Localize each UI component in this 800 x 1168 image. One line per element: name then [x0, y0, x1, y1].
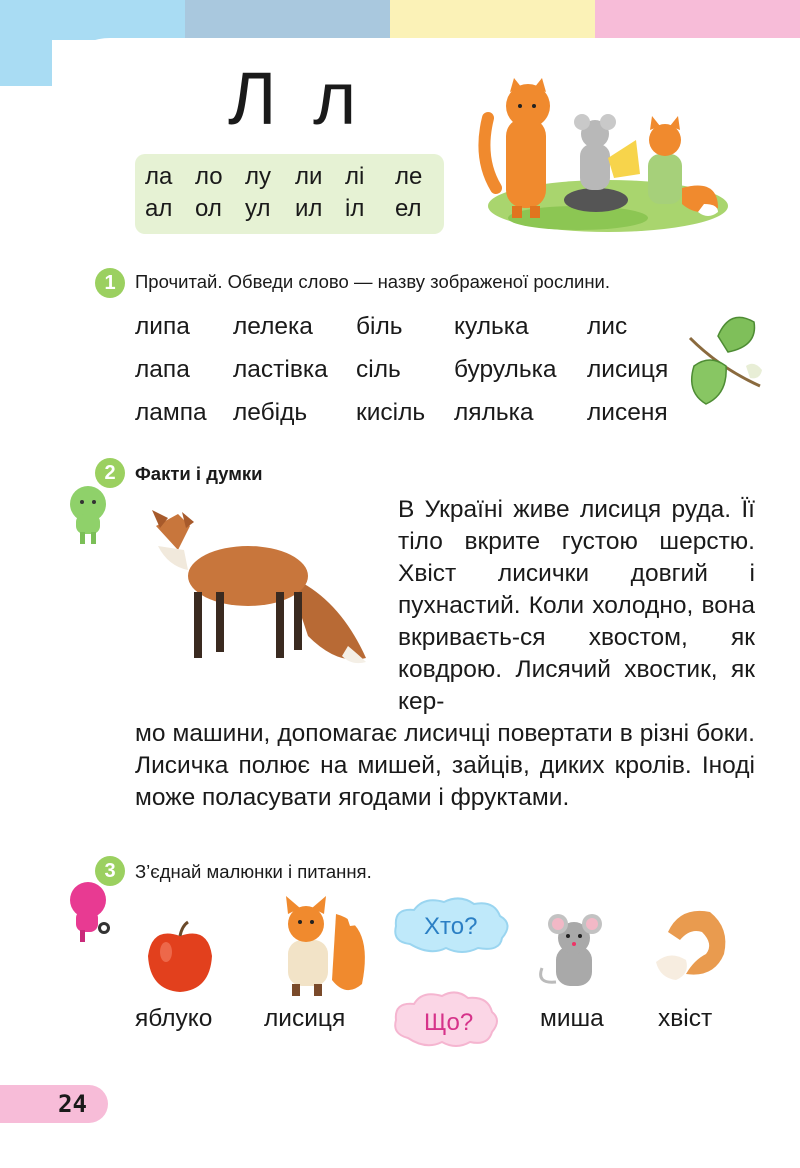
word-option[interactable]: лампа — [135, 399, 207, 426]
question-what-label: Що? — [424, 1009, 474, 1036]
picture-label: хвіст — [658, 1005, 713, 1032]
word-option[interactable]: лелека — [233, 313, 313, 340]
fox-tail-icon — [650, 904, 730, 984]
syllable: ел — [395, 195, 422, 222]
picture-label: лисиця — [264, 1005, 346, 1032]
top-strip-yellow — [390, 0, 595, 40]
word-option[interactable]: бурулька — [454, 356, 557, 383]
syllable: ил — [295, 195, 323, 222]
page-number-tab — [0, 1085, 108, 1123]
word-option[interactable]: лис — [587, 313, 628, 340]
task-number-badge: 3 — [95, 856, 125, 886]
pink-mascot-icon — [66, 880, 116, 944]
word-option[interactable]: липа — [135, 313, 190, 340]
fox-cartoon-icon — [266, 894, 374, 1000]
syllable: ул — [245, 195, 271, 222]
word-option[interactable]: ластівка — [233, 356, 328, 383]
corner-block — [0, 0, 52, 86]
syllable: іл — [345, 195, 365, 222]
syllable-box — [135, 154, 444, 234]
syllable: лу — [245, 163, 272, 190]
word-option[interactable]: кулька — [454, 313, 529, 340]
task-instruction: Прочитай. Обведи слово — назву зображеної рослини. — [135, 271, 611, 292]
task-number-badge: 2 — [95, 458, 125, 488]
letter-heading: Л л — [228, 57, 365, 140]
syllable: ли — [295, 163, 323, 190]
syllable: ол — [195, 195, 222, 222]
word-option[interactable]: лапа — [135, 356, 190, 383]
green-mascot-icon — [66, 484, 110, 546]
word-option[interactable]: сіль — [356, 356, 401, 383]
top-strip-steel — [185, 0, 390, 40]
syllable-row — [145, 194, 445, 224]
page-number: 24 — [58, 1090, 87, 1118]
apple-icon — [142, 920, 218, 996]
top-strip-pink — [595, 0, 800, 40]
word-option[interactable]: біль — [356, 313, 403, 340]
syllable: ла — [145, 163, 173, 190]
word-option[interactable]: кисіль — [356, 399, 426, 426]
picture-label: миша — [540, 1005, 604, 1032]
syllable: ал — [145, 195, 173, 222]
syllable: лі — [345, 163, 365, 190]
mouse-icon — [536, 912, 608, 992]
facts-paragraph-part2: мо машини, допомагає лисичці повертати в різні боки. Лисичка полює на мишей, зайців, диких кролів. Іноді може поласувати ягодами і фруктами. — [135, 720, 755, 811]
syllable-row — [145, 162, 445, 192]
syllable: ле — [395, 163, 423, 190]
word-option[interactable]: лялька — [454, 399, 534, 426]
facts-paragraph-part1: В Україні живе лисиця руда. Її тіло вкрите густою шерстю. Хвіст лисички довгий і пухнастий. Коли холодно, вона вкриваєть-ся хвостом, як ковдрою. Лисячий хвостик, як кер- — [398, 496, 755, 715]
picture-label: яблуко — [135, 1005, 213, 1032]
word-option[interactable]: лебідь — [233, 399, 308, 426]
task-instruction: З’єднай малюнки і питання. — [135, 861, 372, 882]
question-who-label: Хто? — [424, 913, 478, 940]
task-title: Факти і думки — [135, 463, 263, 484]
cat-mouse-fox-illustration — [468, 78, 730, 236]
word-option[interactable]: лисиця — [587, 356, 669, 383]
task-number-badge: 1 — [95, 268, 125, 298]
syllable: ло — [195, 163, 223, 190]
fox-photo — [138, 506, 370, 670]
word-option[interactable]: лисеня — [587, 399, 668, 426]
linden-leaf-icon — [680, 308, 768, 408]
